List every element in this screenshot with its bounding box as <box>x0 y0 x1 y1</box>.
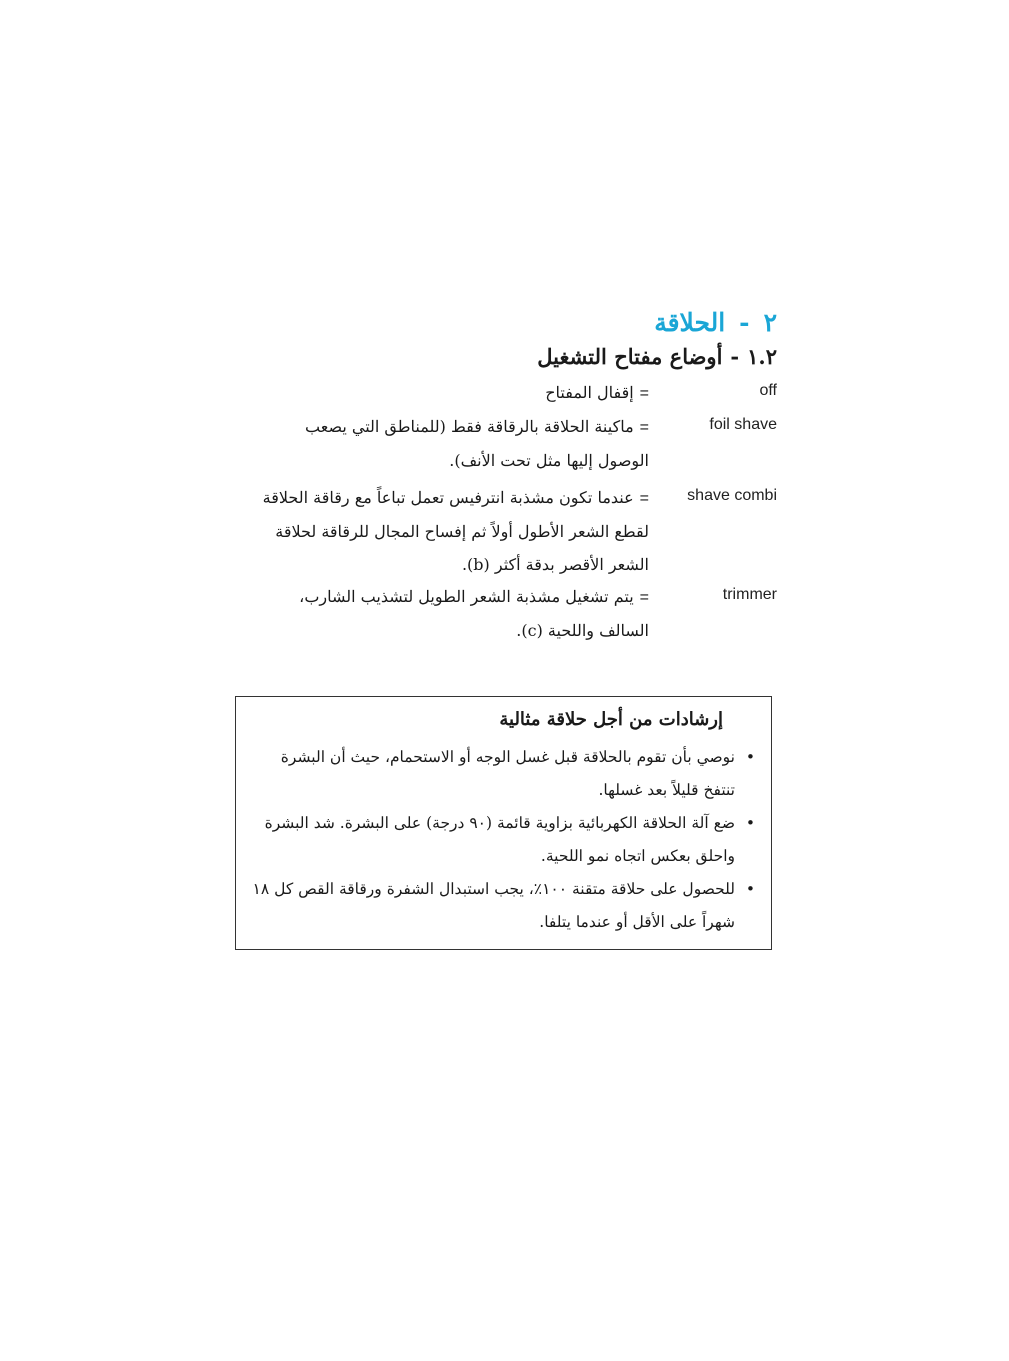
equals-sign: = <box>639 385 649 402</box>
bullet-icon: • <box>745 880 755 898</box>
tip-item <box>249 741 757 807</box>
section-dash: - <box>739 308 750 337</box>
section-heading <box>654 308 777 337</box>
mode-description-text: إقفال المفتاح <box>545 383 634 402</box>
mode-description <box>249 376 649 410</box>
mode-label: trimmer <box>722 586 777 603</box>
mode-label: foil shave <box>709 416 777 433</box>
tip-text: نوصي بأن تقوم بالحلاقة قبل غسل الوجه أو الاستحمام، حيث أن البشرة تنتفخ قليلاً بعد غسلها. <box>280 748 735 799</box>
mode-description <box>249 410 649 477</box>
tips-box <box>235 696 772 950</box>
mode-description <box>249 580 649 647</box>
tip-text: للحصول على حلاقة متقنة ١٠٠٪، يجب استبدال الشفرة ورقاقة القص كل ١٨ شهراً على الأقل أو عندما يتلفا. <box>252 880 735 931</box>
bullet-icon: • <box>745 748 755 766</box>
tips-title: إرشادات من أجل حلاقة مثالية <box>499 709 723 730</box>
mode-description <box>249 481 649 581</box>
equals-sign: = <box>639 589 649 606</box>
mode-description-text: عندما تكون مشذبة انترفيس تعمل تباعاً مع رقاقة الحلاقة لقطع الشعر الأطول أولاً ثم إفساح المجال للرقاقة لحلاقة الشعر الأقصر بدقة أكثر (b). <box>262 488 649 574</box>
subsection-title: أوضاع مفتاح التشغيل <box>537 344 723 369</box>
mode-description-text: ماكينة الحلاقة بالرقاقة فقط (للمناطق التي يصعب الوصول إليها مثل تحت الأنف). <box>305 417 649 470</box>
tips-list <box>249 741 757 939</box>
bullet-icon: • <box>745 814 755 832</box>
equals-sign: = <box>639 419 649 436</box>
section-title: الحلاقة <box>654 308 726 337</box>
section-number: ٢ <box>763 308 777 337</box>
subsection-heading <box>537 344 777 369</box>
tip-text: ضع آلة الحلاقة الكهربائية بزاوية قائمة (٩٠ درجة) على البشرة. شد البشرة واحلق بعكس اتجاه نمو اللحية. <box>264 814 735 865</box>
mode-label: off <box>759 382 777 399</box>
tip-item <box>249 873 757 939</box>
subsection-dash: - <box>730 344 740 369</box>
subsection-number: ١.٢ <box>747 344 777 369</box>
mode-description-text: يتم تشغيل مشذبة الشعر الطويل لتشذيب الشارب، السالف واللحية (c). <box>299 587 649 640</box>
equals-sign: = <box>639 490 649 507</box>
tip-item <box>249 807 757 873</box>
mode-label: shave combi <box>687 487 777 504</box>
